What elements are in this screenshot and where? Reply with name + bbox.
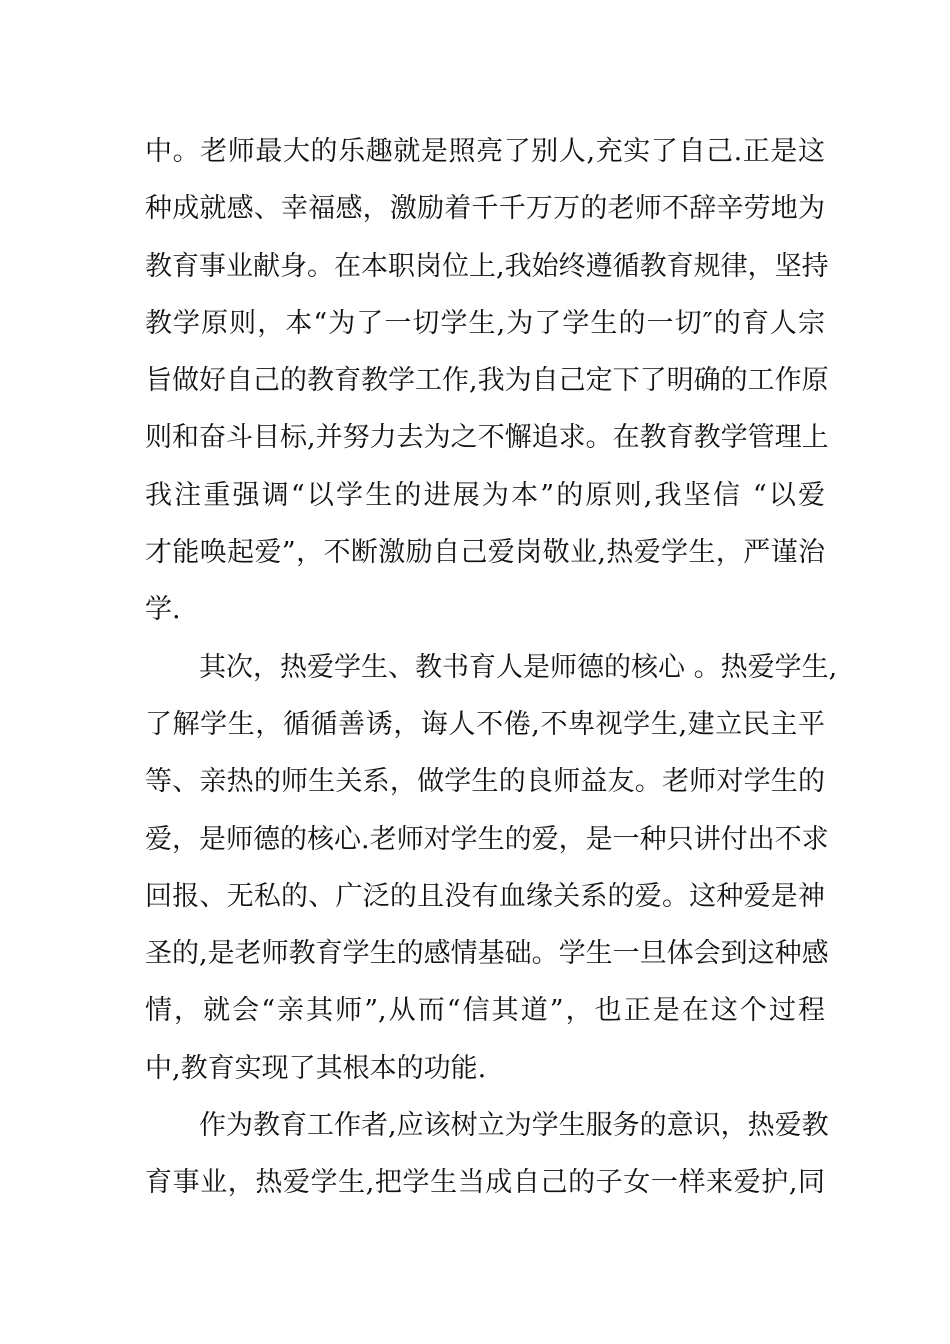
text-line: 则和奋斗目标,并努力去为之不懈追求。在教育教学管理上 xyxy=(145,422,829,454)
text-line: 教学原则，本“为了一切学生,为了学生的一切″的育人宗 xyxy=(145,307,825,339)
paragraph-start-line: 作为教育工作者,应该树立为学生服务的意识，热爱教 xyxy=(199,1110,829,1142)
text-line: 爱，是师德的核心.老师对学生的爱，是一种只讲付出不求 xyxy=(145,823,829,855)
text-line: 育事业，热爱学生,把学生当成自己的子女一样来爱护,同 xyxy=(145,1167,825,1199)
text-line: 回报、无私的、广泛的且没有血缘关系的爱。这种爱是神 xyxy=(145,880,825,912)
text-line: 教育事业献身。在本职岗位上,我始终遵循教育规律，坚持 xyxy=(145,250,829,282)
text-line: 旨做好自己的教育教学工作,我为自己定下了明确的工作原 xyxy=(145,365,829,397)
text-line: 才能唤起爱”，不断激励自己爱岗敬业,热爱学生，严谨治 xyxy=(145,537,825,569)
text-line: 等、亲热的师生关系，做学生的良师益友。老师对学生的 xyxy=(145,766,825,798)
text-line: 情，就会“亲其师”,从而“信其道”，也正是在这个过程 xyxy=(145,995,825,1027)
text-line: 圣的,是老师教育学生的感情基础。学生一旦体会到这种感 xyxy=(145,938,829,970)
text-line: 中。老师最大的乐趣就是照亮了别人,充实了自己.正是这 xyxy=(145,136,825,167)
text-line: 中,教育实现了其根本的功能. xyxy=(145,1052,487,1084)
text-line: 我注重强调“以学生的进展为本”的原则,我坚信 “以爱 xyxy=(145,479,825,511)
text-line: 学. xyxy=(145,594,181,626)
paragraph-start-line: 其次，热爱学生、教书育人是师德的核心 。热爱学生, xyxy=(199,651,838,683)
text-line: 种成就感、幸福感，激励着千千万万的老师不辞辛劳地为 xyxy=(145,193,825,225)
body-text xyxy=(145,123,838,1212)
text-line: 了解学生，循循善诱，诲人不倦,不卑视学生,建立民主平 xyxy=(145,708,825,740)
